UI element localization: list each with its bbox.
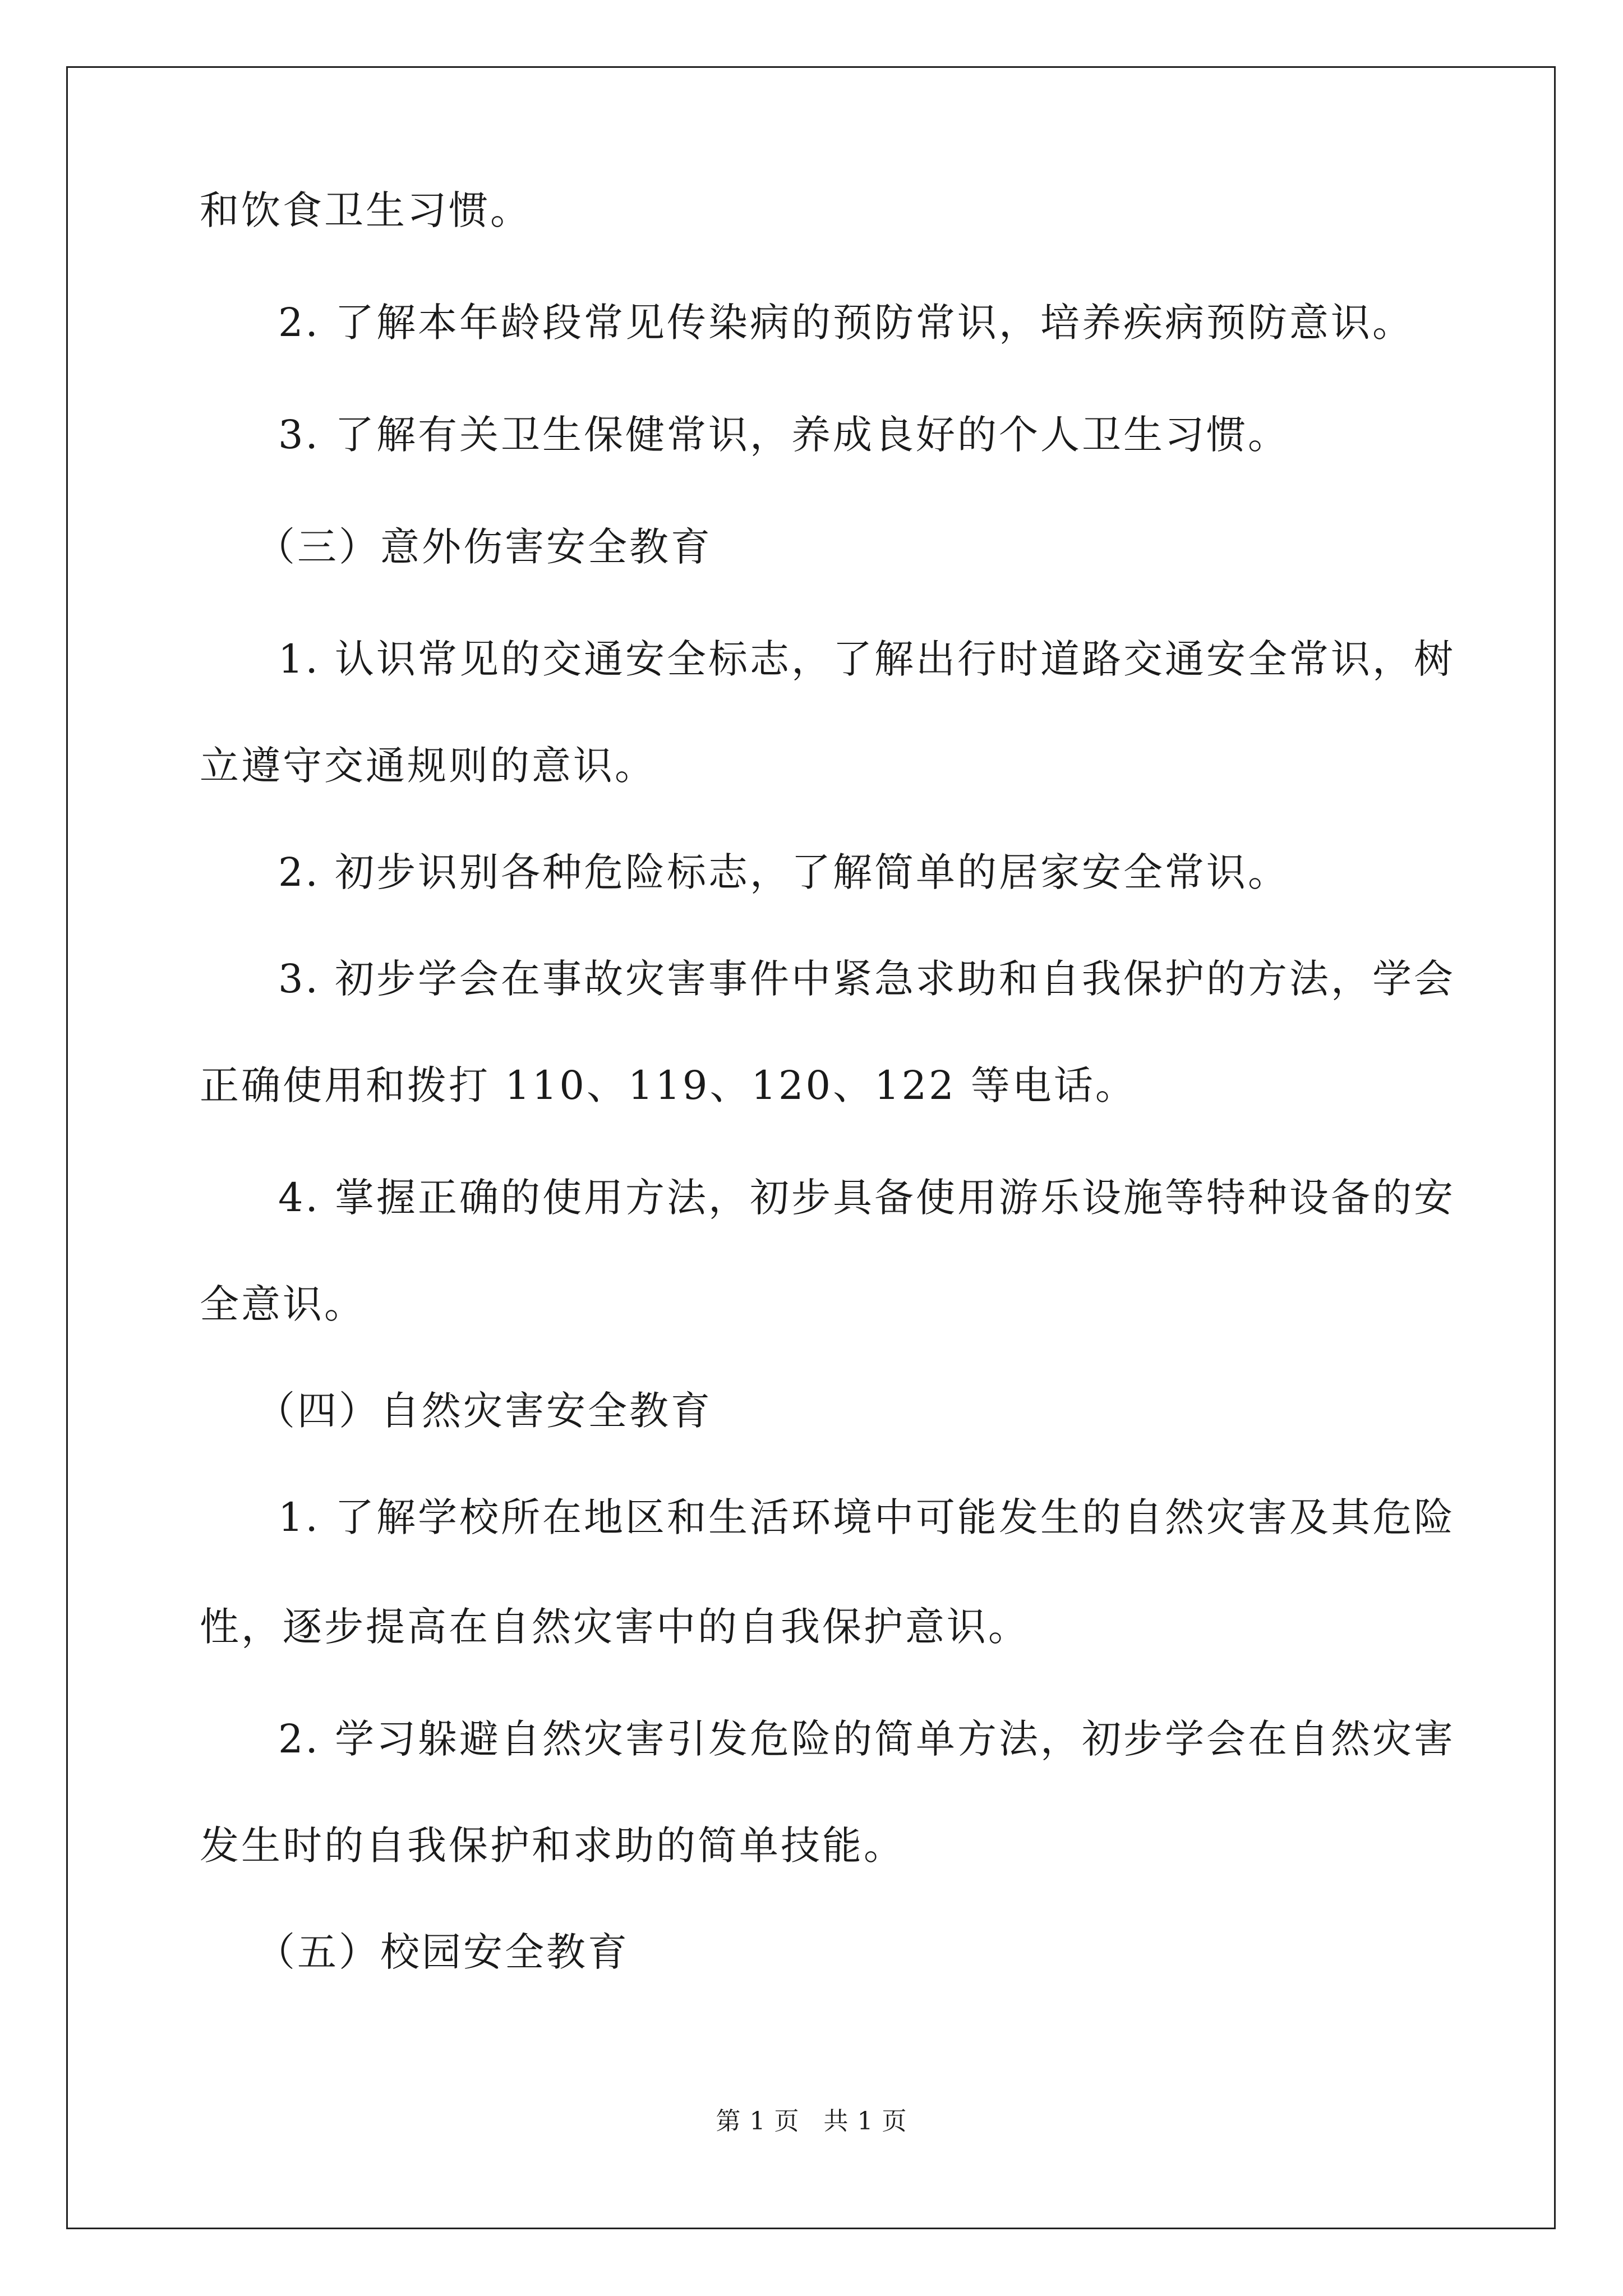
section-heading: （三）意外伤害安全教育: [256, 524, 712, 570]
page-footer: [0, 2106, 1623, 2137]
page-number-total: 共 1 页: [823, 2107, 907, 2136]
section-heading: （四）自然灾害安全教育: [256, 1388, 712, 1434]
text-line: 2. 初步识别各种危险标志，了解简单的居家安全常识。: [278, 849, 1290, 895]
text-line: 2. 学习躲避自然灾害引发危险的简单方法，初步学会在自然灾害: [278, 1716, 1456, 1762]
text-line: 性，逐步提高在自然灾害中的自我保护意识。: [200, 1604, 1030, 1650]
text-line: 2. 了解本年龄段常见传染病的预防常识，培养疾病预防意识。: [278, 300, 1414, 346]
text-line: 全意识。: [200, 1281, 366, 1327]
text-line: 立遵守交通规则的意识。: [200, 743, 656, 789]
text-line: 正确使用和拨打 110、119、120、122 等电话。: [200, 1062, 1137, 1108]
page-number-current: 第 1 页: [716, 2107, 800, 2136]
text-line: 和饮食卫生习惯。: [200, 187, 532, 233]
text-line: 1. 认识常见的交通安全标志，了解出行时道路交通安全常识，树: [278, 636, 1456, 682]
page-border: [66, 66, 1556, 2229]
section-heading: （五）校园安全教育: [256, 1929, 629, 1975]
text-line: 发生时的自我保护和求助的简单技能。: [200, 1823, 905, 1869]
text-line: 1. 了解学校所在地区和生活环境中可能发生的自然灾害及其危险: [278, 1494, 1456, 1540]
text-line: 3. 了解有关卫生保健常识，养成良好的个人卫生习惯。: [278, 412, 1290, 458]
text-line: 3. 初步学会在事故灾害事件中紧急求助和自我保护的方法，学会: [278, 956, 1456, 1002]
text-line: 4. 掌握正确的使用方法，初步具备使用游乐设施等特种设备的安: [278, 1175, 1456, 1221]
